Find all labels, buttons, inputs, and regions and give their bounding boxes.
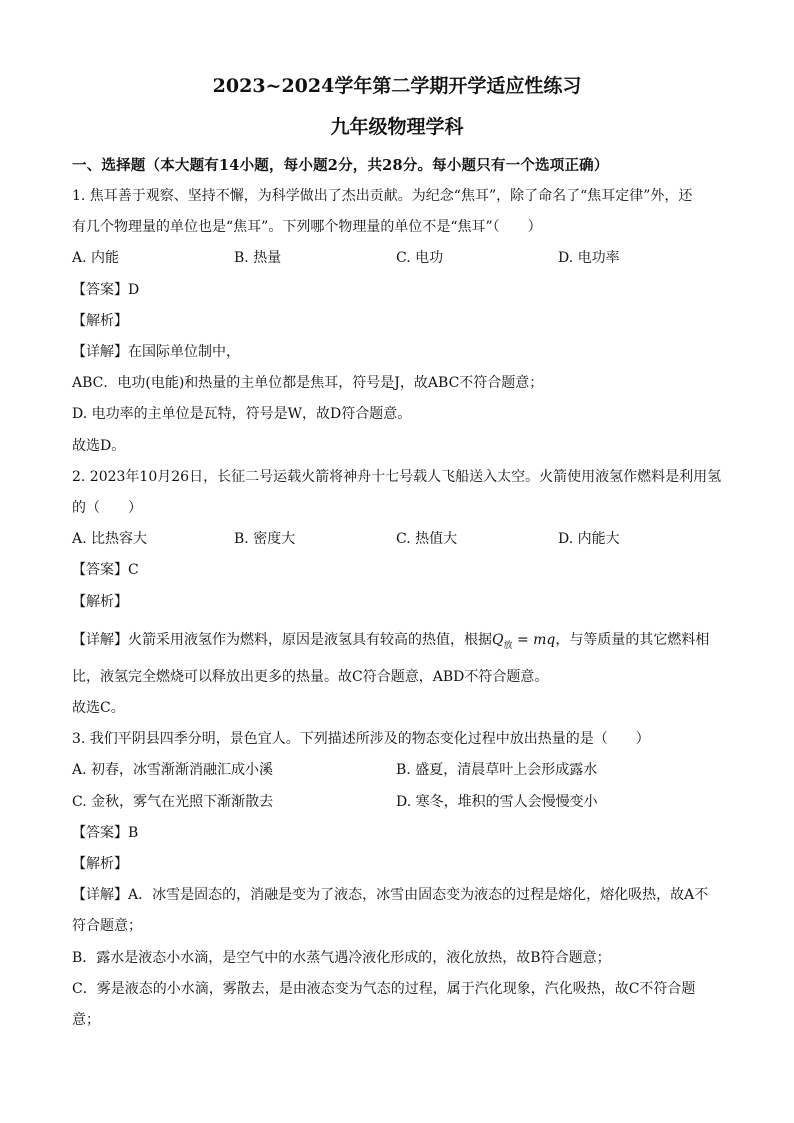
- question-1-conclusion: 故选D。: [72, 437, 126, 454]
- question-2-option-a: A. 比热容大: [72, 531, 148, 548]
- question-2: [72, 462, 722, 724]
- question-3-detail-line-5: 意；: [72, 1012, 100, 1029]
- question-3-options-row-2: [72, 787, 722, 818]
- question-3-detail-line-3: B．露水是液态小水滴，是空气中的水蒸气遇冷液化形成的，液化放热，故B符合题意；: [72, 949, 611, 966]
- question-3-option-b: B. 盛夏，清晨草叶上会形成露水: [396, 762, 598, 779]
- answer-label: 【答案】: [72, 824, 128, 841]
- formula-q: Q: [492, 631, 504, 648]
- document-subtitle: 九年级物理学科: [330, 116, 464, 138]
- question-1-stem-line-2: 有几个物理量的单位也是“焦耳”。下列哪个物理量的单位不是“焦耳”（ ）: [72, 219, 542, 236]
- document-title: 2023~2024学年第二学期开学适应性练习: [212, 75, 582, 97]
- answer-value: D: [128, 281, 140, 298]
- formula-subscript: 放: [503, 640, 513, 651]
- section-heading: 一、选择题（本大题有14小题，每小题2分，共28分。每小题只有一个选项正确）: [72, 157, 609, 174]
- question-1-stem-line-1: 1. 焦耳善于观察、坚持不懈，为科学做出了杰出贡献。为纪念“焦耳”，除了命名了“焦耳定律”外，还: [72, 188, 693, 204]
- formula-rest: = mq: [512, 631, 556, 648]
- question-2-option-c: C. 热值大: [396, 531, 458, 548]
- question-3-answer: [72, 818, 722, 849]
- question-1-detail-line-1: [72, 337, 722, 368]
- heat-formula: [492, 631, 556, 651]
- question-1-detail-line-3: D. 电功率的主单位是瓦特，符号是W，故D符合题意。: [72, 406, 412, 423]
- question-3-option-a: A. 初春，冰雪渐渐消融汇成小溪: [72, 762, 274, 779]
- answer-label: 【答案】: [72, 562, 128, 579]
- answer-value: C: [128, 562, 139, 579]
- question-2-stem-line-2: 的（ ）: [72, 500, 142, 517]
- question-1-option-a: A. 内能: [72, 250, 120, 267]
- question-3-stem-line-1: 3. 我们平阴县四季分明，景色宜人。下列描述所涉及的物态变化过程中放出热量的是（ ）: [72, 731, 650, 748]
- question-3-analysis-label: 【解析】: [72, 856, 128, 873]
- detail-text: 火箭采用液氢作为燃料，原因是液氢具有较高的热值，根据: [128, 631, 492, 648]
- question-3: [72, 724, 722, 1036]
- answer-value: B: [128, 824, 139, 841]
- detail-label: 【详解】: [72, 344, 128, 361]
- question-2-option-b: B. 密度大: [234, 531, 296, 548]
- question-3-detail-line-2: 符合题意；: [72, 918, 142, 935]
- question-3-detail-line-4: C．雾是液态的小水滴，雾散去，是由液态变为气态的过程，属于汽化现象，汽化吸热，故C不符合题: [72, 980, 696, 997]
- question-1-options: [72, 243, 722, 274]
- question-2-stem-line-1: 2. 2023年10月26日，长征二号运载火箭将神舟十七号载人飞船送入太空。火箭使用液氢作燃料是利用氢: [72, 468, 722, 485]
- question-2-option-d: D. 内能大: [558, 531, 620, 548]
- question-3-option-c: C. 金秋，雾气在光照下渐渐散去: [72, 793, 274, 810]
- question-2-options: [72, 524, 722, 555]
- question-1: [72, 181, 722, 462]
- detail-label: 【详解】: [72, 631, 128, 648]
- question-2-analysis-label: 【解析】: [72, 593, 128, 610]
- question-1-option-c: C. 电功: [396, 250, 444, 267]
- question-2-conclusion: 故选C。: [72, 700, 125, 717]
- question-2-detail-line-1: [72, 625, 722, 662]
- question-1-option-b: B. 热量: [234, 250, 282, 267]
- question-3-option-d: D. 寒冬，堆积的雪人会慢慢变小: [396, 793, 598, 810]
- question-2-detail-line-2: 比，液氢完全燃烧可以释放出更多的热量。故C符合题意，ABD不符合题意。: [72, 668, 549, 685]
- detail-text: A．冰雪是固态的，消融是变为了液态，冰雪由固态变为液态的过程是熔化，熔化吸热，故A不: [128, 887, 709, 904]
- question-2-answer: [72, 555, 722, 586]
- answer-label: 【答案】: [72, 281, 128, 298]
- question-1-answer: [72, 275, 722, 306]
- detail-label: 【详解】: [72, 887, 128, 904]
- question-3-detail-line-1: [72, 880, 722, 911]
- question-3-options-row-1: [72, 755, 722, 786]
- detail-text-continued: ，与等质量的其它燃料相: [555, 631, 710, 648]
- question-1-detail-line-2: ABC．电功(电能)和热量的主单位都是焦耳，符号是J，故ABC不符合题意；: [72, 375, 544, 392]
- detail-text: 在国际单位制中，: [128, 344, 240, 361]
- question-1-option-d: D. 电功率: [558, 250, 620, 267]
- question-1-analysis-label: 【解析】: [72, 312, 128, 329]
